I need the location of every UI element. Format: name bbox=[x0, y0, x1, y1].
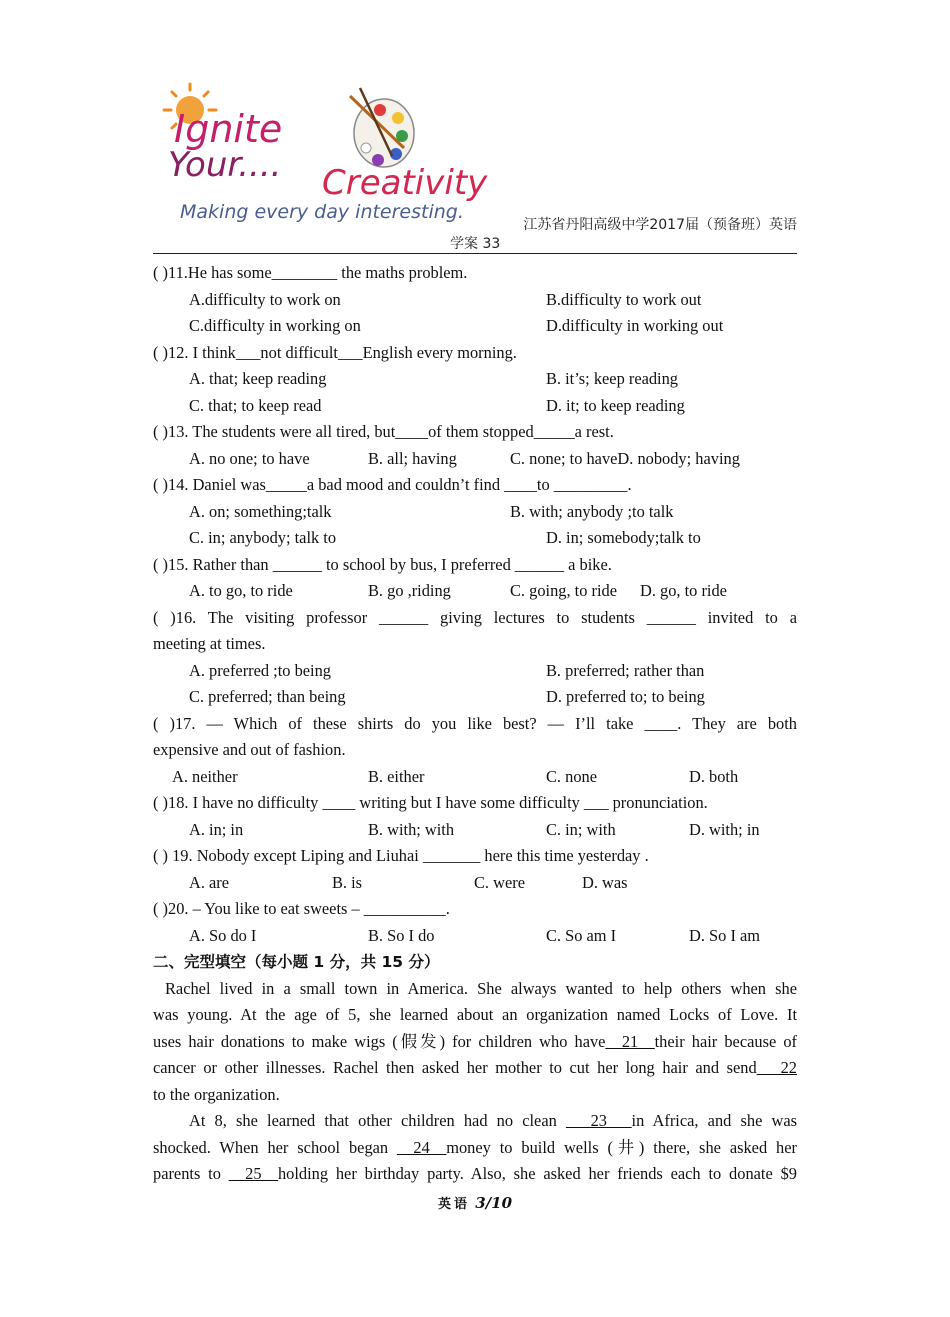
question-20-stem: ( )20. – You like to eat sweets – __________. bbox=[153, 899, 450, 918]
section-heading-cloze: 二、完型填空（每小题 1 分，共 15 分） bbox=[153, 953, 440, 971]
option: A. preferred ;to being bbox=[189, 660, 331, 680]
option: B. either bbox=[368, 766, 425, 786]
passage-text: cancer or other illnesses. Rachel then asked her mother to cut her long hair and send bbox=[153, 1058, 757, 1077]
blank-22: __22 bbox=[756, 1058, 797, 1077]
option: D. was bbox=[582, 872, 628, 892]
question-11-options-row1 bbox=[153, 287, 797, 314]
blank-23: ___23___ bbox=[565, 1111, 632, 1130]
option: A. are bbox=[189, 872, 230, 892]
ignite-creativity-logo bbox=[160, 78, 500, 238]
worksheet-content bbox=[153, 260, 797, 1188]
question-15-stem: ( )15. Rather than ______ to school by bus, I preferred ______ a bike. bbox=[153, 554, 612, 574]
passage-text: At 8, she learned that other children had no clean bbox=[189, 1111, 557, 1130]
logo-tagline: Making every day interesting. bbox=[180, 201, 464, 223]
option: D. So I am bbox=[689, 925, 761, 945]
passage-line: was young. At the age of 5, she learned about an organization named Locks of Love. It bbox=[153, 1005, 797, 1024]
option: A. on; something;talk bbox=[189, 501, 332, 521]
question-16-stem-line1: ( )16. The visiting professor ______ giving lectures to students ______ invited to a bbox=[153, 607, 797, 627]
logo-word-your: Your.... bbox=[168, 145, 282, 185]
option: A. no one; to have bbox=[189, 448, 310, 468]
passage-line bbox=[153, 1029, 797, 1056]
footer-subject: 英语 bbox=[437, 1197, 470, 1212]
option: C. going, to ride bbox=[510, 581, 617, 600]
question-17-stem-line1: ( )17. — Which of these shirts do you like best? — I’ll take ____. They are both bbox=[153, 713, 797, 733]
option: C. none bbox=[546, 766, 597, 786]
option: B. is bbox=[332, 872, 363, 892]
school-header: 江苏省丹阳高级中学2017届（预备班）英语 bbox=[523, 217, 797, 233]
passage-line bbox=[153, 1055, 797, 1082]
question-13-options bbox=[153, 446, 797, 473]
option: A. to go, to ride bbox=[189, 581, 293, 600]
question-15-options bbox=[153, 578, 797, 605]
question-20-options bbox=[153, 923, 797, 950]
footer-page-number: 3/10 bbox=[475, 1194, 513, 1212]
question-11-stem: ( )11.He has some________ the maths problem. bbox=[153, 263, 468, 282]
option: B. So I do bbox=[368, 925, 435, 945]
option: D. both bbox=[689, 766, 739, 786]
option: D.difficulty in working out bbox=[546, 316, 724, 335]
lesson-number: 学案 33 bbox=[450, 236, 501, 252]
option: D. it; to keep reading bbox=[546, 395, 685, 415]
option: C. preferred; than being bbox=[189, 687, 346, 706]
logo-word-creativity: Creativity bbox=[322, 163, 488, 203]
question-14-stem: ( )14. Daniel was_____a bad mood and couldn’t find ____to _________. bbox=[153, 475, 632, 494]
question-13-stem: ( )13. The students were all tired, but____of them stopped_____a rest. bbox=[153, 422, 614, 441]
option: D. in; somebody;talk to bbox=[546, 528, 701, 547]
option: C. none; to haveD. nobody; having bbox=[510, 448, 740, 468]
question-12-options-row2 bbox=[153, 393, 797, 420]
option: B. preferred; rather than bbox=[546, 660, 705, 680]
question-16-options-row1 bbox=[153, 658, 797, 685]
passage-text: parents to bbox=[153, 1164, 221, 1183]
option: B. it’s; keep reading bbox=[546, 369, 679, 388]
option: B. go ,riding bbox=[368, 581, 451, 600]
option: C. were bbox=[474, 872, 525, 892]
blank-25: __25__ bbox=[228, 1164, 278, 1183]
passage-text: money to build wells (井) there, she asked her bbox=[446, 1137, 797, 1157]
paint-palette-icon bbox=[350, 88, 414, 167]
question-19-stem: ( ) 19. Nobody except Liping and Liuhai _______ here this time yesterday . bbox=[153, 846, 649, 865]
question-12-options-row1 bbox=[153, 366, 797, 393]
option: C. that; to keep read bbox=[189, 395, 322, 415]
option: B. with; with bbox=[368, 819, 455, 839]
question-11-options-row2 bbox=[153, 313, 797, 340]
question-18-options bbox=[153, 817, 797, 844]
question-19-options bbox=[153, 870, 797, 897]
option: A. in; in bbox=[189, 819, 244, 839]
option: A. neither bbox=[172, 766, 238, 786]
option: A.difficulty to work on bbox=[189, 289, 341, 309]
option: B. all; having bbox=[368, 448, 457, 468]
option: A. So do I bbox=[189, 925, 257, 945]
question-17-options bbox=[153, 764, 797, 791]
question-14-options-row2 bbox=[153, 525, 797, 552]
option: B.difficulty to work out bbox=[546, 289, 702, 309]
question-17-stem-line2: expensive and out of fashion. bbox=[153, 740, 346, 759]
passage-text: in Africa, and she was bbox=[631, 1111, 797, 1130]
question-14-options-row1 bbox=[153, 499, 797, 526]
page-footer bbox=[0, 1193, 950, 1212]
passage-line: Rachel lived in a small town in America. She always wanted to help others when she bbox=[165, 978, 797, 998]
blank-24: __24__ bbox=[397, 1137, 447, 1157]
passage-line bbox=[153, 1161, 797, 1188]
passage-text: uses hair donations to make wigs (假发) for children who have bbox=[153, 1031, 606, 1051]
question-16-options-row2 bbox=[153, 684, 797, 711]
option: A. that; keep reading bbox=[189, 369, 327, 388]
header-divider bbox=[153, 253, 797, 254]
option: C. in; anybody; talk to bbox=[189, 528, 337, 547]
passage-line bbox=[153, 1135, 797, 1162]
option: C. So am I bbox=[546, 925, 617, 945]
passage-text: holding her birthday party. Also, she asked her friends each to donate $9 bbox=[277, 1164, 797, 1183]
option: C. in; with bbox=[546, 819, 616, 839]
question-16-stem-line2: meeting at times. bbox=[153, 634, 266, 653]
option: B. with; anybody ;to talk bbox=[510, 501, 674, 521]
passage-line: to the organization. bbox=[153, 1084, 280, 1104]
option: D. preferred to; to being bbox=[546, 687, 705, 706]
question-18-stem: ( )18. I have no difficulty ____ writing but I have some difficulty ___ pronunciation. bbox=[153, 793, 708, 812]
passage-text: their hair because of bbox=[654, 1031, 797, 1051]
blank-21: __21__ bbox=[605, 1031, 655, 1051]
option: D. with; in bbox=[689, 819, 760, 839]
option: C.difficulty in working on bbox=[189, 316, 361, 335]
question-12-stem: ( )12. I think___not difficult___English every morning. bbox=[153, 342, 517, 362]
logo-word-ignite: Ignite bbox=[174, 107, 283, 151]
option: D. go, to ride bbox=[640, 581, 727, 600]
passage-text: shocked. When her school began bbox=[153, 1137, 389, 1157]
passage-line bbox=[153, 1108, 797, 1135]
